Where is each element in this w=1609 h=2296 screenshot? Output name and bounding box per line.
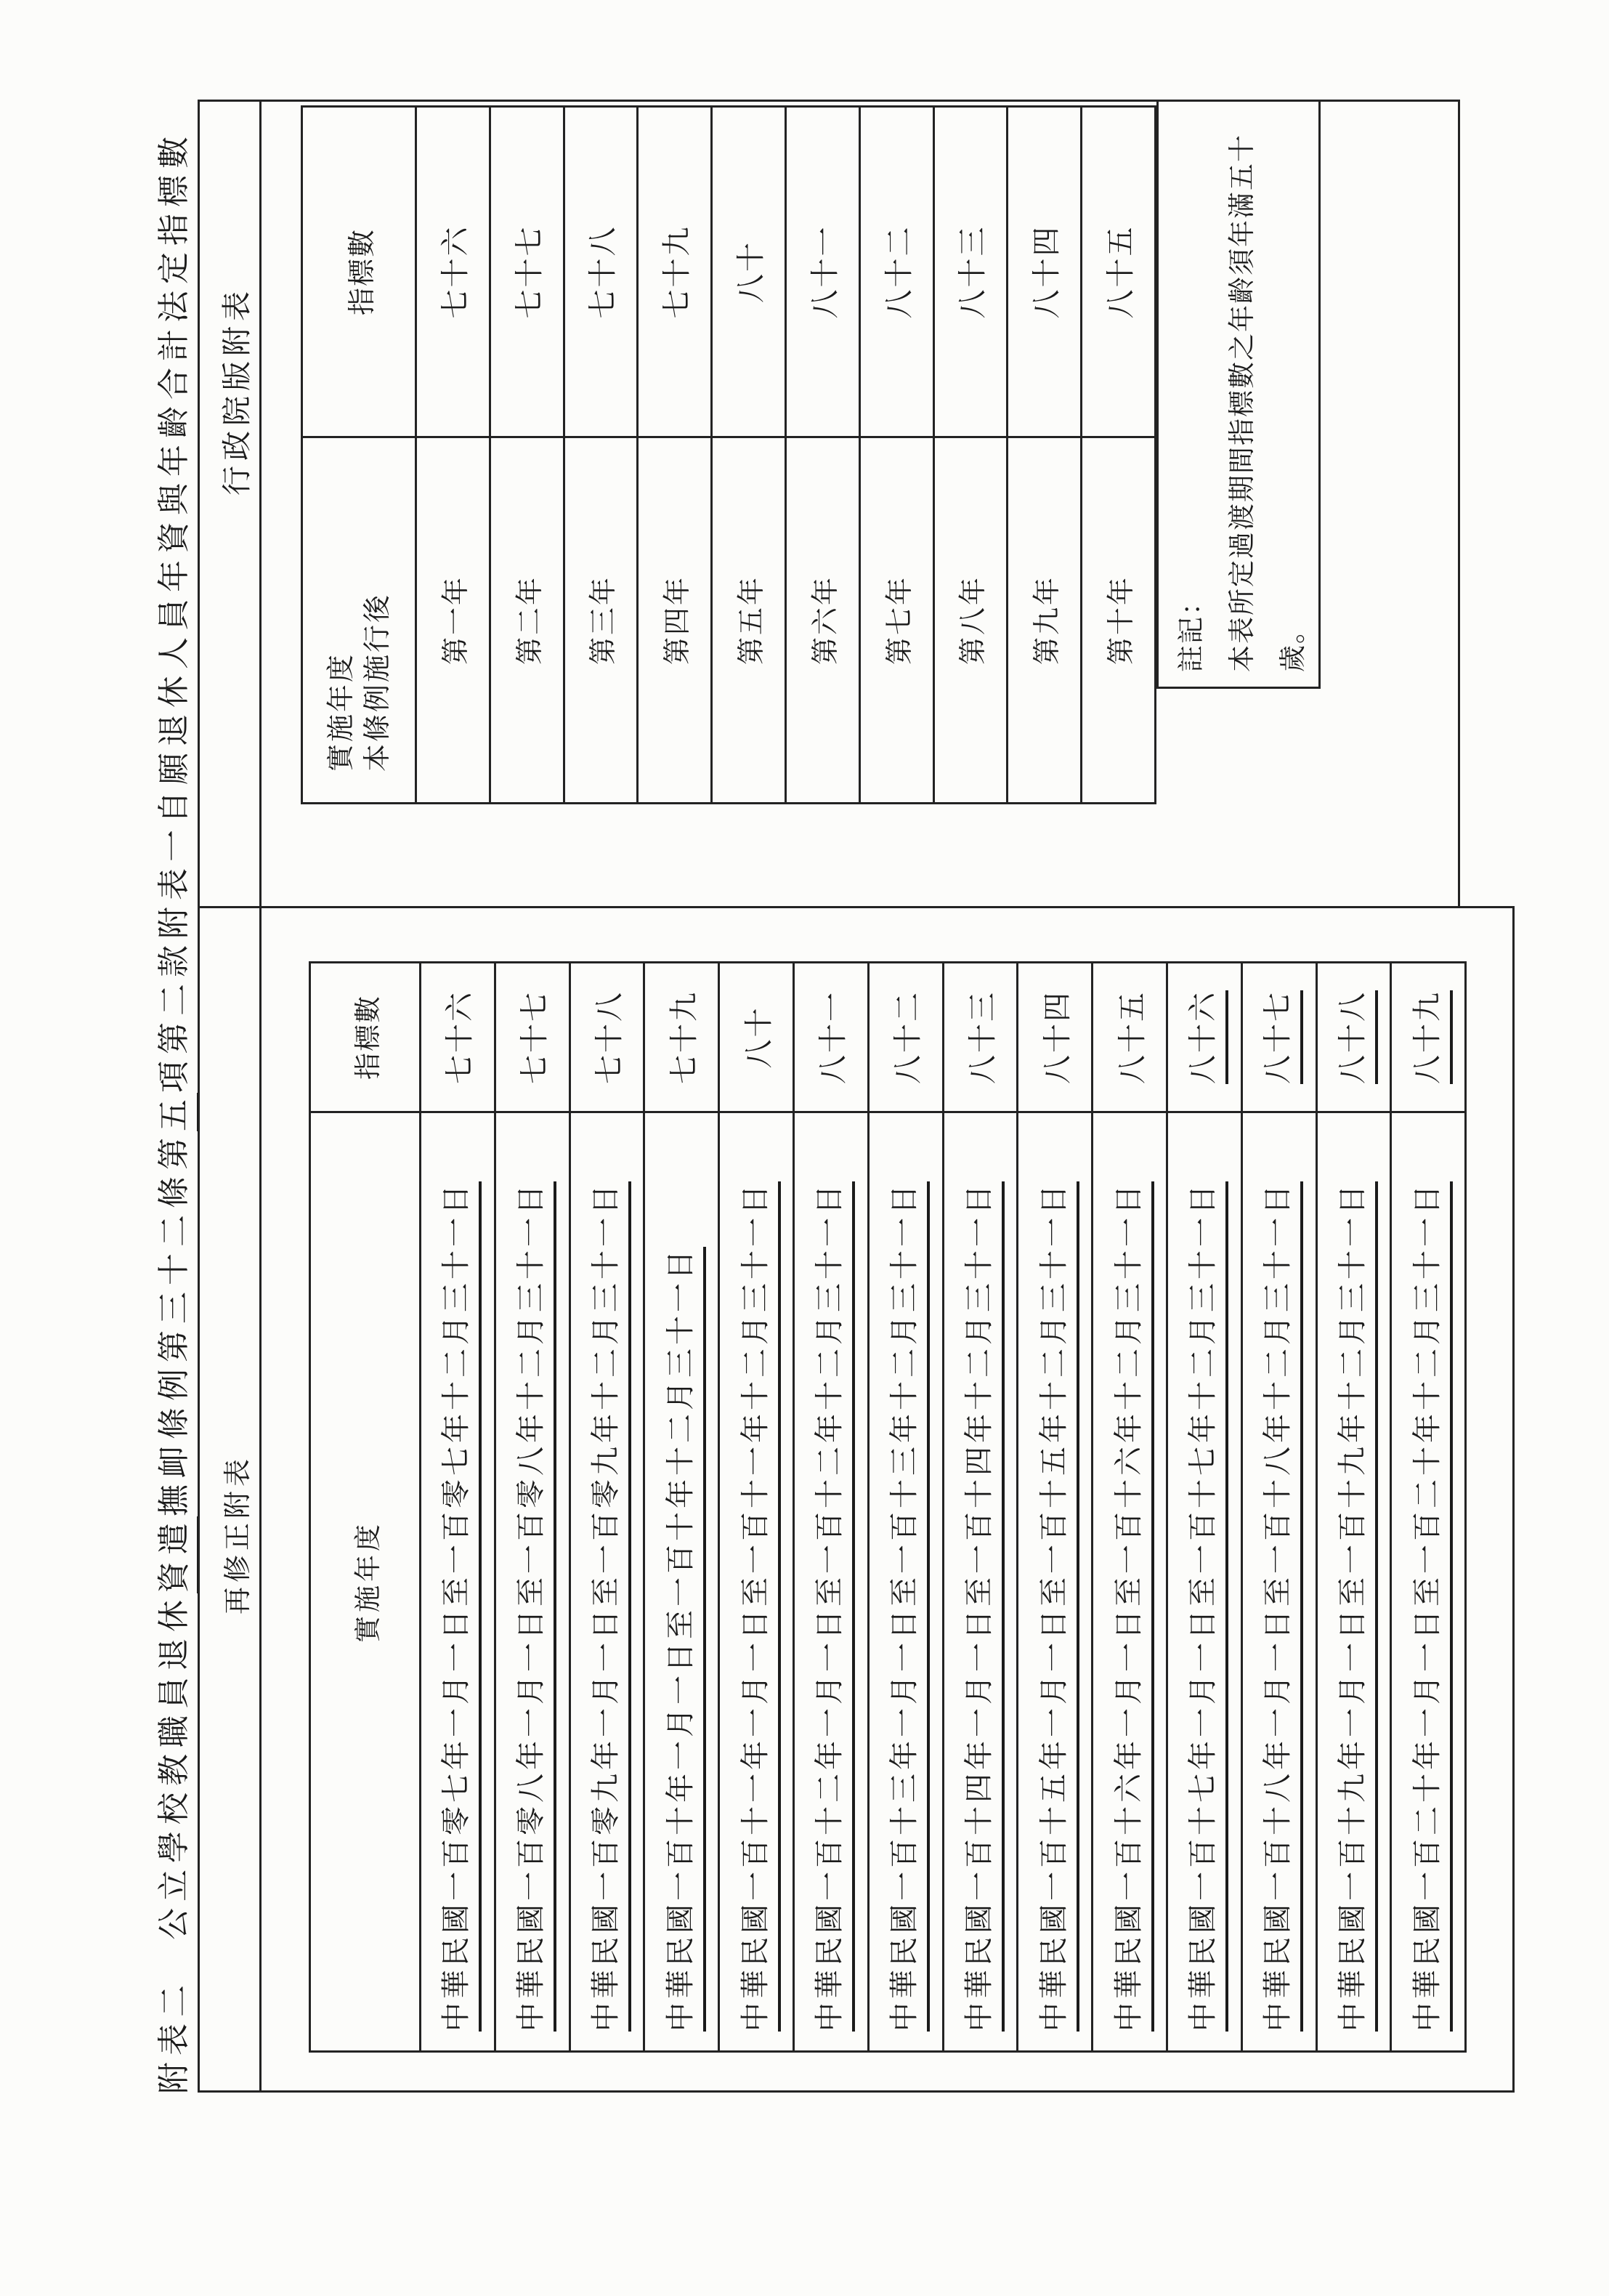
table-cell-year: 第六年 — [787, 436, 861, 802]
table-cell-index: 八十五 — [1082, 105, 1156, 436]
revised-table — [309, 961, 1467, 2053]
table-cell-index: 八十六 — [1168, 961, 1243, 1111]
note-body-line: 歲。 — [1277, 615, 1308, 672]
table-cell-index: 八十三 — [944, 961, 1019, 1111]
section-label-rule — [259, 908, 262, 2090]
title-underlined-term: 資遣 — [155, 1516, 200, 1593]
table-cell-index: 七十八 — [565, 105, 639, 436]
note-label: 註記： — [1175, 587, 1207, 672]
table-cell-index: 七十七 — [496, 961, 571, 1111]
table-cell-period: 中華民國一百零八年一月一日至一百零八年十二月三十一日 — [496, 1111, 571, 2050]
table-cell-period: 中華民國一百十四年一月一日至一百十四年十二月三十一日 — [944, 1111, 1019, 2050]
table-cell-index: 七十九 — [645, 961, 720, 1111]
section-label-rule — [259, 102, 262, 906]
table-cell-period: 中華民國一百十年一月一日至一百十年十二月三十一日 — [645, 1111, 720, 2050]
table-cell-index: 八十九 — [1392, 961, 1467, 1111]
table-cell-period: 中華民國一百十三年一月一日至一百十三年十二月三十一日 — [870, 1111, 944, 2050]
executive-col-header-index: 指標數 — [303, 105, 417, 436]
table-cell-year: 第八年 — [935, 436, 1009, 802]
revised-col-header-period: 實施年度 — [311, 1111, 421, 2050]
table-cell-period: 中華民國一百零九年一月一日至一百零九年十二月三十一日 — [571, 1111, 646, 2050]
title-part: 撫卹條例第三十二條第 — [155, 1131, 192, 1516]
table-cell-year: 第三年 — [565, 436, 639, 802]
table-cell-period: 中華民國一百十一年一月一日至一百十一年十二月三十一日 — [720, 1111, 795, 2050]
document-title — [147, 130, 194, 2094]
table-cell-index: 八十四 — [1008, 105, 1082, 436]
table-cell-index: 八十二 — [861, 105, 935, 436]
table-cell-period: 中華民國一百十八年一月一日至一百十八年十二月三十一日 — [1243, 1111, 1318, 2050]
table-cell-year: 第九年 — [1008, 436, 1082, 802]
note-body-line: 本表所定過渡期間指標數之年齡須年滿五十 — [1226, 134, 1257, 672]
table-cell-index: 七十八 — [571, 961, 646, 1111]
table-cell-index: 八十 — [720, 961, 795, 1111]
table-cell-period: 中華民國一百二十年一月一日至一百二十年十二月三十一日 — [1392, 1111, 1467, 2050]
executive-table — [301, 105, 1156, 804]
revised-section-label: 再修正附表 — [222, 1454, 254, 1614]
table-cell-index: 八十八 — [1318, 961, 1393, 1111]
table-cell-period: 中華民國一百十五年一月一日至一百十五年十二月三十一日 — [1018, 1111, 1093, 2050]
table-cell-period: 中華民國一百十二年一月一日至一百十二年十二月三十一日 — [795, 1111, 870, 2050]
table-cell-period: 中華民國一百十七年一月一日至一百十七年十二月三十一日 — [1168, 1111, 1243, 2050]
table-cell-index: 八十七 — [1243, 961, 1318, 1111]
table-cell-index: 七十七 — [491, 105, 565, 436]
table-cell-index: 七十六 — [421, 961, 496, 1111]
table-cell-index: 七十六 — [417, 105, 491, 436]
table-cell-year: 第二年 — [491, 436, 565, 802]
table-cell-index: 八十一 — [787, 105, 861, 436]
title-part: 附表二 公立學校教職員退休 — [155, 1593, 192, 2094]
title-part: 項第二款附表一自願退休人員年資與年齡合計法定指標數 — [155, 130, 192, 1093]
table-cell-period: 中華民國一百十九年一月一日至一百十九年十二月三十一日 — [1318, 1111, 1393, 2050]
table-cell-year: 第一年 — [417, 436, 491, 802]
table-cell-index: 八十二 — [870, 961, 944, 1111]
note-box — [1156, 100, 1321, 689]
title-underlined-term: 五 — [155, 1093, 200, 1131]
table-cell-index: 八十五 — [1093, 961, 1168, 1111]
table-cell-index: 八十三 — [935, 105, 1009, 436]
table-cell-period: 中華民國一百十六年一月一日至一百十六年十二月三十一日 — [1093, 1111, 1168, 2050]
table-cell-index: 八十 — [713, 105, 787, 436]
table-cell-index: 八十四 — [1018, 961, 1093, 1111]
table-cell-year: 第四年 — [639, 436, 713, 802]
table-cell-period: 中華民國一百零七年一月一日至一百零七年十二月三十一日 — [421, 1111, 496, 2050]
table-cell-index: 七十九 — [639, 105, 713, 436]
table-cell-year: 第五年 — [713, 436, 787, 802]
revised-col-header-index: 指標數 — [311, 961, 421, 1111]
table-cell-year: 第七年 — [861, 436, 935, 802]
table-cell-year: 第十年 — [1082, 436, 1156, 802]
executive-col-header-year: 實施年度 本條例施行後 — [303, 436, 417, 802]
table-cell-index: 八十一 — [795, 961, 870, 1111]
executive-section-label: 行政院版附表 — [219, 286, 254, 496]
